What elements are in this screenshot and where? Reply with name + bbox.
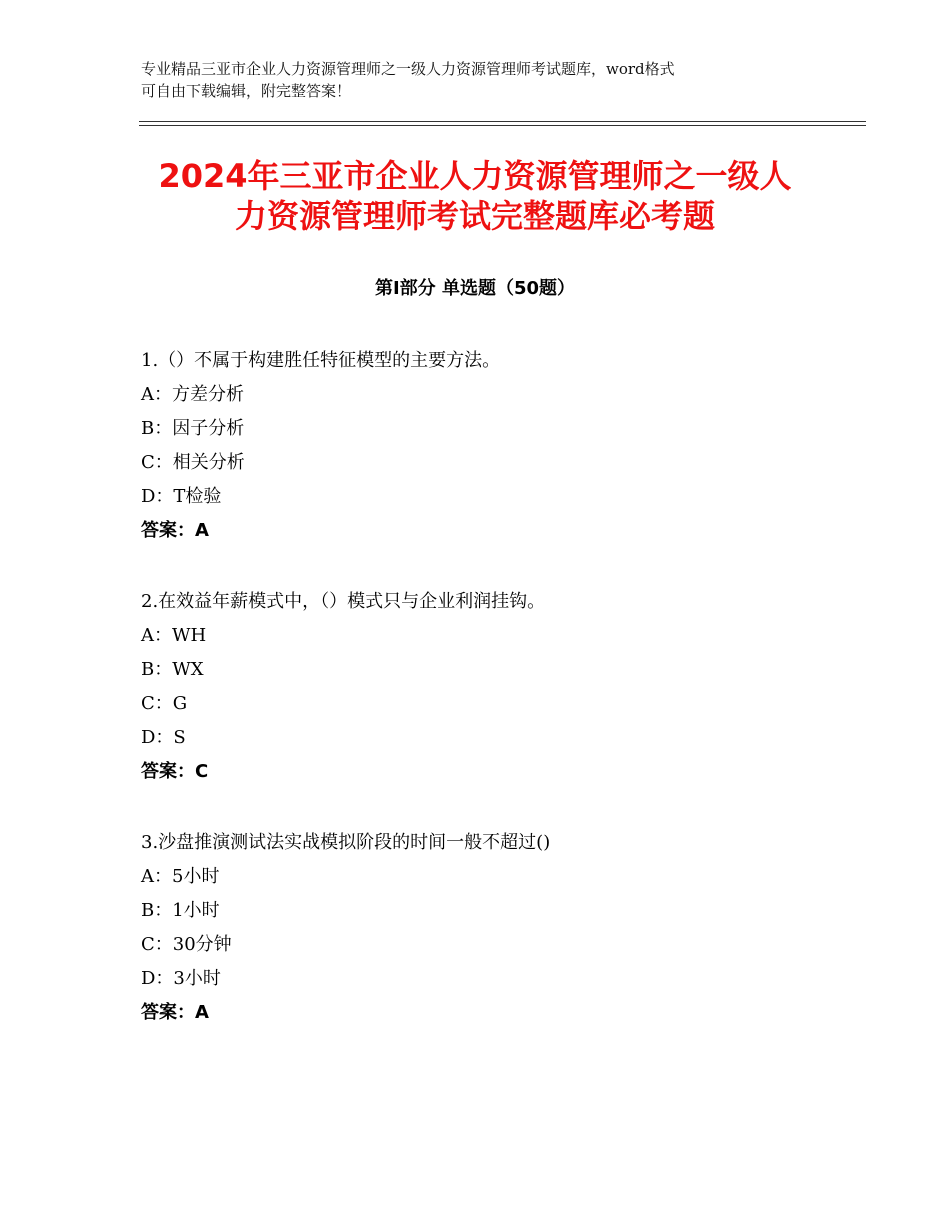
answer-line: 答案：A: [141, 1002, 209, 1023]
header-note: [141, 58, 841, 102]
option-b: B：1小时: [141, 900, 220, 921]
question-3: [141, 826, 841, 1030]
header-note-line-1: 专业精品三亚市企业人力资源管理师之一级人力资源管理师考试题库，word格式: [141, 60, 675, 78]
question-stem: 1.（）不属于构建胜任特征模型的主要方法。: [141, 350, 501, 371]
answer-line: 答案：C: [141, 761, 209, 782]
answer-line: 答案：A: [141, 520, 209, 541]
header-rule-top: [139, 121, 866, 122]
question-1: [141, 344, 841, 548]
option-d: D：3小时: [141, 968, 221, 989]
option-c: C：相关分析: [141, 452, 245, 473]
option-b: B：WX: [141, 659, 204, 680]
option-d: D：T检验: [141, 486, 222, 507]
document-title: [100, 156, 850, 236]
question-stem: 2.在效益年薪模式中，（）模式只与企业利润挂钩。: [141, 591, 546, 612]
question-2: [141, 585, 841, 789]
option-c: C：G: [141, 693, 188, 714]
option-c: C：30分钟: [141, 934, 232, 955]
option-d: D：S: [141, 727, 186, 748]
question-list: [141, 344, 841, 1067]
option-a: A：WH: [141, 625, 207, 646]
option-a: A：5小时: [141, 866, 220, 887]
document-title-line-1: 2024年三亚市企业人力资源管理师之一级人: [158, 157, 792, 195]
document-title-line-2: 力资源管理师考试完整题库必考题: [234, 197, 715, 235]
option-a: A：方差分析: [141, 384, 244, 405]
section-heading: 第Ⅰ部分 单选题（50题）: [374, 278, 575, 299]
option-b: B：因子分析: [141, 418, 245, 439]
header-note-line-2: 可自由下载编辑，附完整答案！: [141, 82, 352, 100]
question-stem: 3.沙盘推演测试法实战模拟阶段的时间一般不超过(): [141, 832, 551, 853]
header-rule-bottom: [139, 125, 866, 126]
